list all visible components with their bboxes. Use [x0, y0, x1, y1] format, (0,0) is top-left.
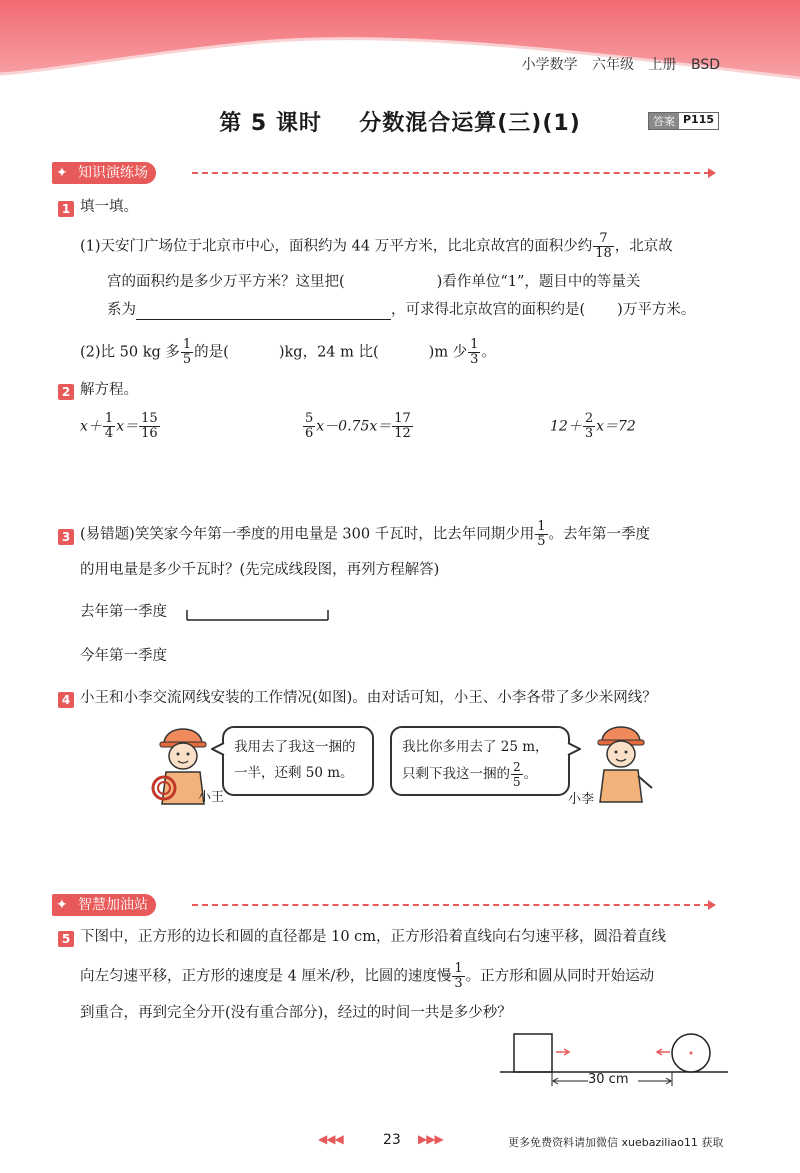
equation-1: x＋ $\frac{1}{4}$ x＝ $\frac{15}{16}$	[80, 411, 158, 441]
section-star-icon: ✦	[56, 897, 68, 913]
section-tag-bonus: ✦ 智慧加油站	[52, 894, 156, 916]
answer-page: P115	[683, 113, 715, 126]
section-banner-practice	[52, 162, 722, 184]
question-3-line1: 3 (易错题)笑笑家今年第一季度的用电量是 300 千瓦时，比去年同期少用 $\frac{1}{5}$ 。去年第一季度	[58, 520, 650, 549]
xiaoli-name: 小李	[568, 792, 595, 807]
page-number: 23	[383, 1132, 401, 1148]
promo-text: 更多免费资料请加微信 xuebaziliao11 获取	[508, 1136, 724, 1149]
question-5-line3: 到重合，再到完全分开(没有重合部分)，经过的时间一共是多少秒？	[80, 1005, 512, 1021]
xiaoli-figure	[590, 714, 656, 806]
equation-3: 12＋ $\frac{2}{3}$ x＝72	[550, 411, 636, 441]
fraction: $\frac{1}{5}$	[537, 519, 546, 549]
next-arrows-icon[interactable]: ▶▶▶	[418, 1132, 443, 1146]
answer-reference[interactable]	[648, 112, 719, 130]
dashed-divider	[192, 172, 710, 174]
bubble-pointer	[567, 742, 581, 756]
question-4: 4 小王和小李交流网线安装的工作情况(如图)。由对话可知，小王、小李各带了多少米网线？	[58, 688, 657, 708]
question-3-line2: 的用电量是多少千瓦时？(先完成线段图，再列方程解答)	[80, 562, 440, 578]
square-shape	[514, 1034, 552, 1072]
answer-label: 答案	[649, 113, 679, 129]
fraction: $\frac{7}{18}$	[595, 231, 612, 261]
question-1-head: 1 填一填。	[58, 197, 138, 217]
lesson-number: 第 5 课时	[219, 111, 322, 136]
xiaowang-name: 小王	[198, 790, 225, 805]
fraction: $\frac{1}{5}$	[182, 337, 192, 367]
fraction: $\frac{1}{3}$	[454, 961, 463, 991]
speech-bubble-xiaowang: 我用去了我这一捆的 一半，还剩 50 m。	[222, 726, 374, 796]
question-2-head: 2 解方程。	[58, 380, 138, 400]
line-segment-diagram[interactable]	[186, 608, 330, 622]
arrow-icon	[708, 900, 716, 910]
question-5-line1: 5 下图中，正方形的边长和圆的直径都是 10 cm，正方形沿着直线向右匀速平移，圆沿着直线	[58, 927, 666, 947]
lesson-topic: 分数混合运算(三)(1)	[359, 111, 581, 136]
question-5-line2: 向左匀速平移，正方形的速度是 4 厘米/秒，比圆的速度慢 $\frac{1}{3}$ 。正方形和圆从同时开始运动	[80, 961, 655, 991]
prev-arrows-icon[interactable]: ◀◀◀	[318, 1132, 343, 1146]
equation-2: $\frac{5}{6}$ x－0.75x＝ $\frac{17}{12}$	[305, 411, 411, 441]
q1-part1-line2: 宫的面积约是多少万平方米？这里把( )看作单位“1”，题目中的等量关	[107, 274, 641, 290]
q1-part1-line3: 系为 ，可求得北京故宫的面积约是( )万平方米。	[107, 302, 696, 318]
section-banner-bonus	[52, 894, 722, 916]
q1-part1-line1: (1)天安门广场位于北京市中心，面积约为 44 万平方米，比北京故宫的面积少约 $\frac{7}{18}$ ，北京故	[80, 231, 673, 261]
q1-part2: (2)比 50 kg 多 $\frac{1}{5}$ 的是( )kg，24 m 比( )m 少 $\frac{1}{3}$ 。	[80, 337, 496, 367]
last-year-label: 去年第一季度	[80, 604, 167, 620]
arrow-icon	[708, 168, 716, 178]
dashed-divider	[192, 904, 710, 906]
bubble-pointer	[211, 742, 225, 756]
answer-line[interactable]	[136, 302, 391, 320]
speech-bubble-xiaoli: 我比你多用去了 25 m， 只剩下我这一捆的 $\frac{2}{5}$ 。	[390, 726, 570, 796]
header-band	[0, 0, 800, 96]
this-year-label: 今年第一季度	[80, 648, 167, 664]
section-tag-practice: ✦ 知识演练场	[52, 162, 156, 184]
section-star-icon: ✦	[56, 165, 68, 181]
grade-info: 小学数学 六年级 上册 BSD	[521, 57, 720, 73]
distance-label: 30 cm	[588, 1072, 629, 1087]
fraction: $\frac{1}{3}$	[470, 337, 479, 367]
